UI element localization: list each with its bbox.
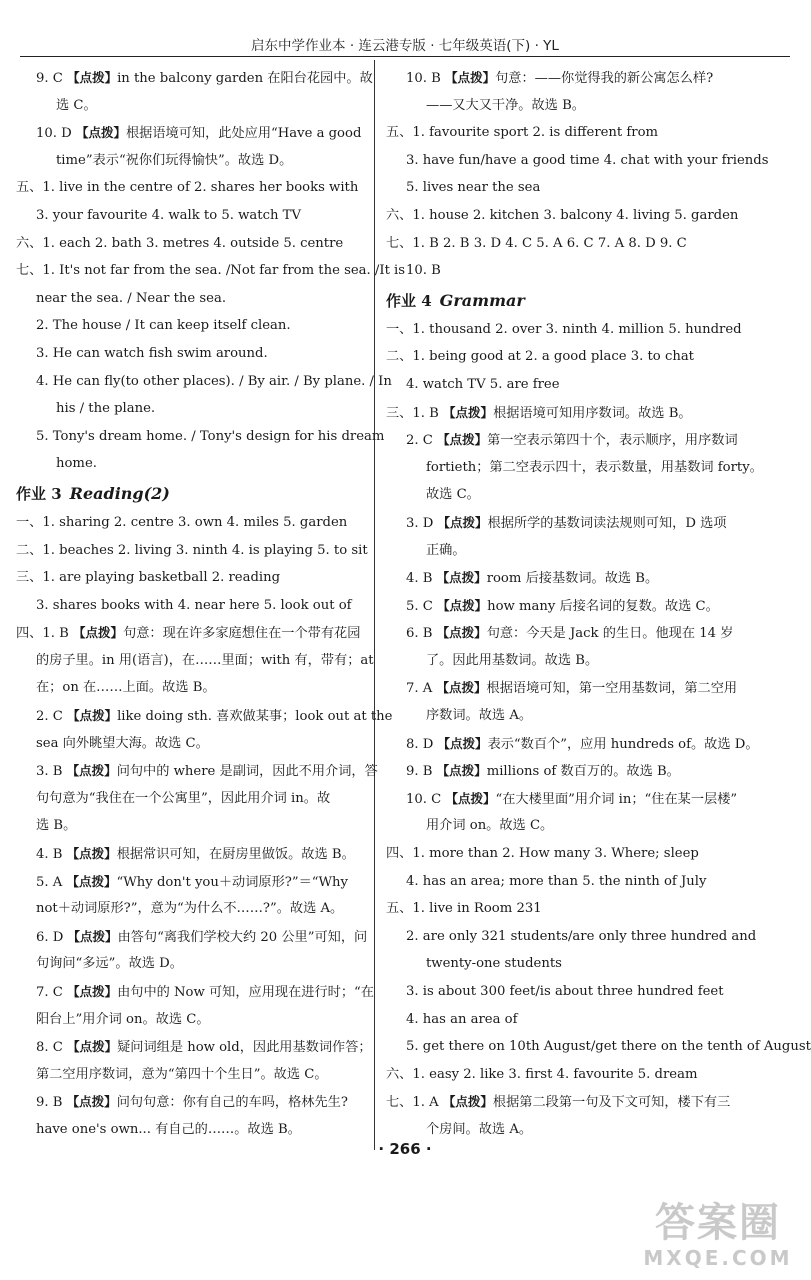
answer-text: 4. B: [406, 571, 437, 587]
answer-line: [16, 285, 366, 313]
answer-line: [386, 230, 742, 258]
section-title: [16, 478, 366, 509]
answer-line: [386, 454, 763, 482]
hint-badge: 【点拨】: [436, 625, 487, 641]
answer-line: [386, 1088, 742, 1116]
answer-line: [16, 1033, 372, 1061]
answer-text: 正确。: [426, 542, 466, 558]
answer-line: [16, 1088, 366, 1116]
hint-badge: 【点拨】: [437, 735, 488, 751]
hint-badge: 【点拨】: [66, 763, 117, 779]
left-column: [16, 64, 406, 1144]
hint-badge: 【点拨】: [436, 763, 487, 779]
answer-line: [16, 368, 392, 396]
hint-badge: 【点拨】: [437, 597, 488, 613]
answer-line: [16, 395, 366, 423]
answer-text: his / the plane.: [56, 401, 156, 417]
answer-text: 选 C。: [56, 97, 97, 113]
answer-text: 六、1. each 2. bath 3. metres 4. outside 5. centre: [16, 235, 344, 251]
answer-line: [386, 426, 742, 454]
hint-text: “Why don't you＋动词原形?”＝“Why: [116, 874, 348, 890]
answer-line: [386, 147, 769, 175]
answer-line: [16, 119, 366, 147]
answer-line: [386, 202, 742, 230]
answer-text: 的房子里。in 用(语言)，在……里面；with 有，带有；at: [36, 652, 374, 668]
hint-badge: 【点拨】: [66, 873, 117, 889]
hint-text: room 后接基数词。故选 B。: [486, 571, 659, 587]
answer-text: 10. B: [406, 71, 446, 86]
answer-text: 7. A: [406, 681, 437, 697]
answer-line: [386, 730, 759, 758]
hint-text: 根据语境可知，第一空用基数词，第二空用: [486, 681, 738, 697]
answer-line: [386, 923, 757, 951]
answer-line: [386, 785, 742, 813]
hint-badge: 【点拨】: [67, 984, 118, 999]
hint-text: 由句中的 Now 可知，应用现在进行时；“在: [117, 985, 374, 1000]
answer-text: 四、1. B: [16, 626, 74, 642]
answer-label: 9. C: [36, 71, 68, 86]
hint-text: 句意：——你觉得我的新公寓怎么样?: [495, 71, 714, 86]
answer-text: home.: [56, 456, 97, 472]
answer-text: time”表示“祝你们玩得愉快”。故选 D。: [56, 152, 293, 168]
answer-text: 六、1. house 2. kitchen 3. balcony 4. living 5. garden: [386, 207, 739, 223]
answer-line: [16, 592, 366, 620]
answer-line: [16, 340, 366, 368]
answer-line: [386, 481, 742, 509]
hint-text: 表示“数百个”，应用 hundreds of。故选 D。: [487, 736, 759, 752]
answer-text: 句句意为“我住在一个公寓里”，因此用介词 in。故: [36, 790, 331, 806]
answer-text: 一、1. sharing 2. centre 3. own 4. miles 5. garden: [16, 514, 348, 530]
answer-text: ——又大又干净。故选 B。: [426, 97, 585, 113]
watermark-text: 答案圈: [655, 1200, 781, 1246]
answer-line: [386, 509, 742, 537]
answer-text: 10. C: [406, 791, 446, 807]
answer-line: [16, 923, 366, 951]
hint-badge: 【点拨】: [436, 680, 487, 696]
section-title: [386, 285, 742, 316]
hint-badge: 【点拨】: [75, 125, 126, 141]
answer-text: 3. B: [36, 764, 67, 780]
answer-text: 个房间。故选 A。: [426, 1121, 533, 1137]
answer-text: 七、1. B 2. B 3. D 4. C 5. A 6. C 7. A 8. D 9. C: [386, 235, 687, 251]
answer-text: 五、1. favourite sport 2. is different from: [386, 125, 659, 141]
answer-text: 四、1. more than 2. How many 3. Where; sleep: [386, 846, 699, 862]
answer-line: [386, 978, 742, 1006]
answer-line: [16, 537, 366, 565]
answer-line: [386, 92, 742, 120]
answer-line: [386, 174, 742, 202]
hint-text: like doing sth. 喜欢做某事；look out at the: [117, 709, 393, 725]
answer-text: 10. B: [406, 263, 441, 279]
hint-badge: 【点拨】: [67, 708, 118, 724]
answer-text: 2. are only 321 students/are only three hundred and: [406, 928, 757, 944]
answer-line: [386, 564, 742, 592]
answer-text: 8. D: [406, 736, 438, 752]
hint-text: millions of 数百万的。故选 B。: [486, 764, 680, 780]
answer-line: [16, 92, 366, 120]
running-header: 启东中学作业本 · 连云港专版 · 七年级英语(下) · YL: [251, 38, 559, 54]
answer-line: [386, 812, 742, 840]
answer-line: [386, 316, 742, 344]
answer-text: 二、1. being good at 2. a good place 3. to chat: [386, 349, 694, 365]
hint-text: 由答句“离我们学校大约 20 公里”可知，问: [117, 929, 368, 945]
answer-line: [16, 702, 393, 730]
hint-text: how many 后接名词的复数。故选 C。: [487, 598, 719, 614]
answer-line: [16, 312, 366, 340]
answer-line: [16, 730, 366, 758]
answer-text: 一、1. thousand 2. over 3. ninth 4. million 5. hundred: [386, 321, 742, 337]
hint-badge: 【点拨】: [73, 625, 124, 641]
hint-badge: 【点拨】: [67, 1039, 118, 1055]
answer-line: [16, 757, 378, 785]
answer-text: 4. has an area of: [406, 1011, 518, 1027]
answer-line: [16, 619, 366, 647]
answer-line: [16, 509, 366, 537]
answer-text: 句询问“多远”。故选 D。: [36, 956, 183, 972]
hint-text: 句意：今天是 Jack 的生日。他现在 14 岁: [486, 626, 734, 642]
answer-line: [386, 840, 742, 868]
hint-text: 问句句意：你有自己的车吗，格林先生?: [116, 1095, 348, 1111]
answer-text: 用介词 on。故选 C。: [426, 818, 554, 834]
answer-text: 了。因此用基数词。故选 B。: [426, 652, 599, 668]
answer-text: 6. B: [406, 626, 437, 642]
answer-text: 2. The house / It can keep itself clean.: [36, 318, 291, 334]
answer-text: 选 B。: [36, 818, 77, 834]
answer-line: [386, 868, 742, 896]
answer-line: [386, 64, 742, 92]
answer-text: 二、1. beaches 2. living 3. ninth 4. is playing 5. to sit: [16, 542, 368, 558]
answer-text: 五、1. live in the centre of 2. shares her books with: [16, 180, 359, 196]
header-rule: [20, 56, 790, 57]
answer-text: not＋动词原形?”，意为“为什么不……?”。故选 A。: [36, 901, 344, 917]
answer-line: [16, 257, 406, 285]
answer-line: [16, 1061, 366, 1089]
section-name: Grammar: [439, 290, 525, 310]
right-column: [386, 64, 811, 1144]
hint-text: “在大楼里面”用介词 in；“住在某一层楼”: [495, 791, 738, 807]
answer-text: 9. B: [36, 1095, 67, 1111]
answer-line: [386, 343, 742, 371]
answer-text: 3. your favourite 4. walk to 5. watch TV: [36, 207, 301, 223]
answer-line: [16, 785, 366, 813]
answer-line: [16, 64, 373, 92]
hint-text: 疑问词组是 how old，因此用基数词作答；: [117, 1040, 372, 1056]
answer-text: 5. Tony's dream home. / Tony's design for his dream: [36, 428, 385, 444]
answer-line: [386, 257, 742, 285]
answer-line: [16, 978, 374, 1006]
answer-line: [386, 674, 742, 702]
watermark-url: MXQE.COM: [643, 1246, 793, 1270]
answer-text: 3. He can watch fish swim around.: [36, 345, 268, 361]
answer-text: 3. have fun/have a good time 4. chat with your friends: [406, 152, 769, 168]
answer-line: [386, 592, 742, 620]
page-number: · 266 ·: [378, 1140, 432, 1158]
answer-line: [386, 1033, 811, 1061]
hint-badge: 【点拨】: [443, 404, 494, 420]
answer-text: 3. D: [406, 515, 438, 531]
answer-line: [16, 868, 366, 896]
answer-text: 5. get there on 10th August/get there on the tenth of August: [406, 1039, 811, 1055]
answer-text: near the sea. / Near the sea.: [36, 290, 227, 306]
answer-text: 2. C: [36, 709, 68, 725]
answer-line: [386, 895, 742, 923]
hint-text: 根据常识可知，在厨房里做饭。故选 B。: [116, 847, 355, 863]
hint-text: 根据所学的基数词读法规则可知，D 选项: [487, 515, 727, 531]
answer-line: [16, 147, 366, 175]
hint-text: 第一空表示第四十个，表示顺序，用序数词: [487, 433, 738, 449]
hint-badge: 【点拨】: [437, 432, 488, 448]
answer-text: 3. is about 300 feet/is about three hundred feet: [406, 984, 724, 999]
answer-text: 七、1. A: [386, 1095, 443, 1111]
section-number: 作业 4: [386, 291, 432, 310]
answer-line: [386, 619, 742, 647]
answer-text: 故选 C。: [426, 487, 480, 503]
hint-text: 问句中的 where 是副词，因此不用介词，答: [116, 764, 378, 780]
answer-text: 4. watch TV 5. are free: [406, 376, 560, 392]
hint-badge: 【点拨】: [436, 570, 487, 586]
answer-text: 三、1. are playing basketball 2. reading: [16, 570, 281, 586]
answer-text: 4. B: [36, 847, 67, 863]
answer-line: [16, 647, 374, 675]
answer-line: [16, 812, 366, 840]
answer-line: [16, 564, 366, 592]
section-name: Reading(2): [69, 483, 170, 503]
answer-line: [386, 119, 742, 147]
hint-text: 根据语境可知用序数词。故选 B。: [493, 405, 692, 421]
answer-text: 10. D: [36, 126, 76, 142]
answer-text: have one's own... 有自己的……。故选 B。: [36, 1121, 301, 1137]
answer-line: [386, 371, 742, 399]
answer-line: [16, 423, 385, 451]
answer-text: 4. He can fly(to other places). / By air. / By plane. / In: [36, 373, 392, 389]
hint-text: 句意：现在许多家庭想住在一个带有花园: [123, 626, 361, 642]
hint-badge: 【点拨】: [445, 790, 496, 806]
hint-text: in the balcony garden 在阳台花园中。故: [117, 71, 373, 86]
answer-line: [16, 202, 366, 230]
answer-text: 序数词。故选 A。: [426, 708, 533, 724]
answer-text: 3. shares books with 4. near here 5. look out of: [36, 597, 352, 613]
answer-text: 2. C: [406, 433, 438, 449]
answer-text: 七、1. It's not far from the sea. /Not far from the sea. /It is: [16, 263, 406, 279]
answer-line: [386, 1006, 742, 1034]
answer-text: twenty-one students: [426, 956, 562, 972]
answer-text: 9. B: [406, 764, 437, 780]
answer-text: 在；on 在……上面。故选 B。: [36, 680, 216, 696]
hint-text: 根据第二段第一句及下文可知，楼下有三: [492, 1095, 731, 1111]
hint-text: 根据语境可知，此处应用“Have a good: [125, 126, 362, 142]
answer-text: 第二空用序数词，意为“第四十个生日”。故选 C。: [36, 1066, 328, 1082]
hint-badge: 【点拨】: [66, 1094, 117, 1110]
answer-text: 6. D: [36, 929, 68, 945]
answer-text: 五、1. live in Room 231: [386, 901, 542, 917]
answer-text: 7. C: [36, 985, 68, 1000]
answer-line: [386, 399, 742, 427]
answer-text: 阳台上”用介词 on。故选 C。: [36, 1011, 210, 1027]
answer-text: sea 向外眺望大海。故选 C。: [36, 735, 209, 751]
answer-text: 5. lives near the sea: [406, 180, 541, 196]
answer-line: [386, 1061, 742, 1089]
answer-text: fortieth；第二空表示四十，表示数量，用基数词 forty。: [426, 459, 763, 475]
answer-line: [16, 174, 366, 202]
answer-line: [386, 537, 742, 565]
hint-badge: 【点拨】: [66, 846, 117, 862]
column-divider: [374, 60, 375, 1150]
answer-text: 5. A: [36, 874, 67, 890]
answer-line: [16, 674, 366, 702]
section-number: 作业 3: [16, 484, 62, 503]
answer-text: 4. has an area; more than 5. the ninth of July: [406, 873, 707, 889]
answer-text: 三、1. B: [386, 405, 444, 421]
answer-line: [16, 450, 366, 478]
answer-line: [386, 950, 742, 978]
answer-line: [16, 230, 366, 258]
answer-line: [386, 702, 742, 730]
answer-line: [16, 1006, 366, 1034]
hint-badge: 【点拨】: [442, 1094, 493, 1110]
answer-text: 8. C: [36, 1040, 68, 1056]
hint-badge: 【点拨】: [67, 928, 118, 944]
answer-line: [16, 840, 366, 868]
answer-text: 六、1. easy 2. like 3. first 4. favourite 5. dream: [386, 1066, 698, 1082]
hint-badge: 【点拨】: [445, 70, 496, 85]
watermark-logo: [628, 1200, 808, 1276]
answer-line: [386, 757, 742, 785]
answer-line: [386, 647, 742, 675]
answer-line: [16, 950, 366, 978]
hint-badge: 【点拨】: [67, 70, 118, 85]
answer-line: [16, 895, 366, 923]
answer-text: 5. C: [406, 598, 438, 614]
hint-badge: 【点拨】: [437, 514, 488, 530]
